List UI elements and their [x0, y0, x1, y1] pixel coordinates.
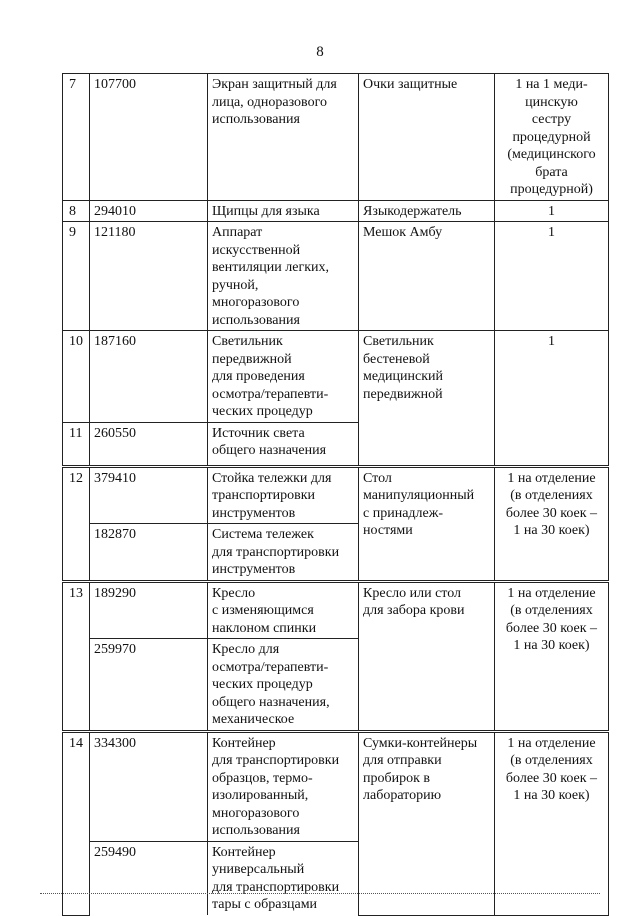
nkmi-name: Контейнер универсальный для транспортировки тары с образцами — [208, 841, 359, 915]
equipment-name: Очки защитные — [359, 74, 495, 201]
row-number: 7 — [63, 74, 90, 201]
required-quantity: 1 на 1 меди- цинскую сестру процедурной (медицинского брата процедурной) — [495, 74, 609, 201]
equipment-name: Стол манипуляционный с принадлеж- ностями — [359, 466, 495, 581]
required-quantity: 1 — [495, 222, 609, 331]
row-number: 11 — [63, 422, 90, 466]
table-row — [63, 466, 609, 524]
nkmi-name: Светильник передвижной для проведения осмотра/терапевти- ческих процедур — [208, 331, 359, 423]
row-number: 10 — [63, 331, 90, 423]
equipment-name: Кресло или стол для забора крови — [359, 581, 495, 731]
row-number: 12 — [63, 466, 90, 581]
nkmi-code: 379410 — [90, 466, 208, 524]
nkmi-code: 260550 — [90, 422, 208, 466]
page-number: 8 — [316, 44, 324, 60]
equipment-name: Языкодержатель — [359, 200, 495, 222]
nkmi-code: 294010 — [90, 200, 208, 222]
nkmi-name: Аппарат искусственной вентиляции легких, ручной, многоразового использования — [208, 222, 359, 331]
nkmi-name: Экран защитный для лица, одноразового использования — [208, 74, 359, 201]
nkmi-name: Кресло с изменяющимся наклоном спинки — [208, 581, 359, 639]
table-row — [63, 200, 609, 222]
row-number: 13 — [63, 581, 90, 731]
required-quantity: 1 на отделение (в отделениях более 30 коек – 1 на 30 коек) — [495, 466, 609, 581]
nkmi-name: Щипцы для языка — [208, 200, 359, 222]
required-quantity: 1 на отделение (в отделениях более 30 коек – 1 на 30 коек) — [495, 731, 609, 915]
row-number: 9 — [63, 222, 90, 331]
nkmi-code: 187160 — [90, 331, 208, 423]
nkmi-code: 259490 — [90, 841, 208, 915]
nkmi-code: 334300 — [90, 731, 208, 841]
nkmi-code: 259970 — [90, 639, 208, 732]
table-row — [63, 222, 609, 331]
equipment-name: Светильник бестеневой медицинский передвижной — [359, 331, 495, 467]
nkmi-name: Кресло для осмотра/терапевти- ческих процедур общего назначения, механическое — [208, 639, 359, 732]
required-quantity: 1 — [495, 200, 609, 222]
equipment-name: Сумки-контейнеры для отправки пробирок в лабораторию — [359, 731, 495, 915]
nkmi-code: 107700 — [90, 74, 208, 201]
nkmi-name: Контейнер для транспортировки образцов, термо- изолированный, многоразового использования — [208, 731, 359, 841]
table-row — [63, 74, 609, 201]
nkmi-code: 182870 — [90, 524, 208, 582]
nkmi-code: 121180 — [90, 222, 208, 331]
row-number: 8 — [63, 200, 90, 222]
nkmi-code: 189290 — [90, 581, 208, 639]
table-row — [63, 331, 609, 423]
nkmi-name: Система тележек для транспортировки инструментов — [208, 524, 359, 582]
nkmi-name: Источник света общего назначения — [208, 422, 359, 466]
required-quantity: 1 — [495, 331, 609, 467]
nkmi-name: Стойка тележки для транспортировки инструментов — [208, 466, 359, 524]
scan-edge-line — [40, 893, 600, 894]
table-row — [63, 581, 609, 639]
required-quantity: 1 на отделение (в отделениях более 30 коек – 1 на 30 коек) — [495, 581, 609, 731]
equipment-table — [62, 73, 609, 916]
row-number: 14 — [63, 731, 90, 915]
equipment-name: Мешок Амбу — [359, 222, 495, 331]
table-row — [63, 731, 609, 841]
